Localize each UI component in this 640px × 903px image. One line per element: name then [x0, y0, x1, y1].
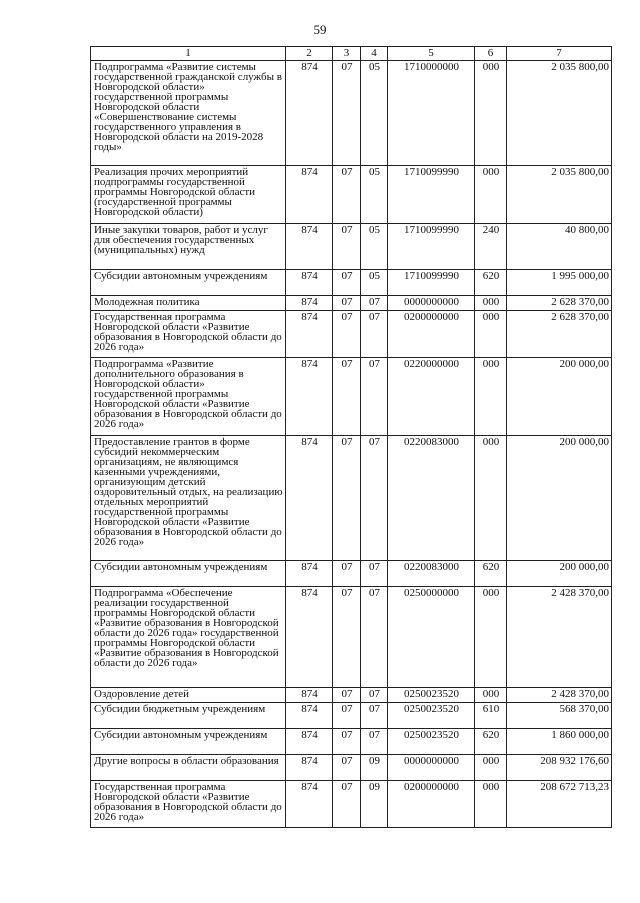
row-name: Другие вопросы в области образования [91, 755, 286, 781]
row-amount: 2 428 370,00 [507, 688, 612, 703]
row-code-gr: 874 [286, 166, 333, 224]
table-row [91, 587, 612, 688]
row-code-pr: 07 [361, 729, 388, 755]
row-name: Государственная программа Новгородской области «Развитие образования в Новгородской области до 2026 года» [91, 781, 286, 828]
row-code-gr: 874 [286, 436, 333, 561]
row-code-csr: 1710000000 [388, 61, 475, 166]
row-code-pr: 05 [361, 224, 388, 270]
table-row [91, 781, 612, 828]
row-code-csr: 0200000000 [388, 781, 475, 828]
row-code-vr: 000 [475, 781, 507, 828]
row-code-pr: 09 [361, 755, 388, 781]
row-code-pr: 07 [361, 436, 388, 561]
row-code-csr: 0220083000 [388, 436, 475, 561]
row-code-rz: 07 [333, 688, 361, 703]
row-name: Субсидии автономным учреждениям [91, 729, 286, 755]
row-code-gr: 874 [286, 703, 333, 729]
row-amount: 208 932 176,60 [507, 755, 612, 781]
budget-table [90, 46, 612, 828]
row-code-vr: 240 [475, 224, 507, 270]
row-code-csr: 0220083000 [388, 561, 475, 587]
row-code-rz: 07 [333, 781, 361, 828]
row-code-csr: 0250023520 [388, 729, 475, 755]
table-row [91, 688, 612, 703]
row-code-csr: 0220000000 [388, 358, 475, 436]
row-code-vr: 000 [475, 358, 507, 436]
row-code-vr: 000 [475, 296, 507, 311]
row-code-gr: 874 [286, 358, 333, 436]
row-name: Субсидии автономным учреждениям [91, 561, 286, 587]
row-code-gr: 874 [286, 781, 333, 828]
row-code-gr: 874 [286, 561, 333, 587]
row-amount: 208 672 713,23 [507, 781, 612, 828]
row-code-rz: 07 [333, 224, 361, 270]
row-code-pr: 07 [361, 358, 388, 436]
row-code-pr: 07 [361, 703, 388, 729]
row-name: Реализация прочих мероприятий подпрограммы государственной программы Новгородской области (государственной программы Новгородской области) [91, 166, 286, 224]
row-code-csr: 0200000000 [388, 311, 475, 358]
row-code-vr: 620 [475, 270, 507, 296]
row-code-csr: 0250023520 [388, 703, 475, 729]
row-code-csr: 1710099990 [388, 270, 475, 296]
row-amount: 1 995 000,00 [507, 270, 612, 296]
page-number: 59 [313, 22, 327, 37]
row-code-gr: 874 [286, 224, 333, 270]
row-code-vr: 000 [475, 61, 507, 166]
row-amount: 2 035 800,00 [507, 166, 612, 224]
row-code-rz: 07 [333, 296, 361, 311]
column-header: 2 [286, 47, 333, 61]
column-header: 3 [333, 47, 361, 61]
row-amount: 1 860 000,00 [507, 729, 612, 755]
row-name: Субсидии бюджетным учреждениям [91, 703, 286, 729]
row-code-rz: 07 [333, 561, 361, 587]
row-code-vr: 610 [475, 703, 507, 729]
row-code-rz: 07 [333, 587, 361, 688]
row-name: Субсидии автономным учреждениям [91, 270, 286, 296]
row-code-gr: 874 [286, 755, 333, 781]
row-code-rz: 07 [333, 358, 361, 436]
column-header: 7 [507, 47, 612, 61]
table-row [91, 166, 612, 224]
row-code-gr: 874 [286, 688, 333, 703]
row-amount: 200 000,00 [507, 358, 612, 436]
row-code-pr: 07 [361, 561, 388, 587]
table-row [91, 270, 612, 296]
row-code-csr: 0000000000 [388, 755, 475, 781]
row-code-gr: 874 [286, 587, 333, 688]
row-name: Подпрограмма «Обеспечение реализации государственной программы Новгородской области «Развитие образования в Новгородской области до 2026 года» государственной программы Новгородской области «Развитие образования в Новгородской области до 2026 года» [91, 587, 286, 688]
row-name: Оздоровление детей [91, 688, 286, 703]
table-row [91, 61, 612, 166]
row-name: Подпрограмма «Развитие дополнительного образования в Новгородской области» государственной программы Новгородской области «Развитие образования в Новгородской области до 2026 года» [91, 358, 286, 436]
column-header: 6 [475, 47, 507, 61]
row-code-csr: 0000000000 [388, 296, 475, 311]
table-header-row [91, 47, 612, 61]
table-row [91, 703, 612, 729]
row-amount: 2 628 370,00 [507, 296, 612, 311]
row-amount: 568 370,00 [507, 703, 612, 729]
row-code-vr: 000 [475, 436, 507, 561]
row-code-vr: 000 [475, 688, 507, 703]
row-amount: 2 628 370,00 [507, 311, 612, 358]
row-amount: 200 000,00 [507, 561, 612, 587]
row-amount: 2 428 370,00 [507, 587, 612, 688]
row-code-rz: 07 [333, 61, 361, 166]
row-code-pr: 07 [361, 311, 388, 358]
row-name: Государственная программа Новгородской области «Развитие образования в Новгородской области до 2026 года» [91, 311, 286, 358]
row-code-pr: 09 [361, 781, 388, 828]
row-code-pr: 07 [361, 296, 388, 311]
row-code-vr: 620 [475, 561, 507, 587]
row-code-rz: 07 [333, 311, 361, 358]
row-name: Подпрограмма «Развитие системы государственной гражданской службы в Новгородской области» государственной программы Новгородской области «Совершенствование системы государственного управления в Новгородской области на 2019-2028 годы» [91, 61, 286, 166]
row-code-rz: 07 [333, 270, 361, 296]
row-code-vr: 000 [475, 755, 507, 781]
row-code-gr: 874 [286, 61, 333, 166]
table-row [91, 296, 612, 311]
row-code-vr: 000 [475, 166, 507, 224]
row-amount: 2 035 800,00 [507, 61, 612, 166]
row-code-gr: 874 [286, 296, 333, 311]
row-code-rz: 07 [333, 166, 361, 224]
table-row [91, 311, 612, 358]
row-name: Предоставление грантов в форме субсидий некоммерческим организациям, не являющимся казенными учреждениями, организующим детский оздоровительный отдых, на реализацию отдельных мероприятий государственной программы Новгородской области «Развитие образования в Новгородской области до 2026 года» [91, 436, 286, 561]
row-code-vr: 000 [475, 311, 507, 358]
table-row [91, 358, 612, 436]
row-code-csr: 1710099990 [388, 224, 475, 270]
row-code-rz: 07 [333, 729, 361, 755]
row-name: Иные закупки товаров, работ и услуг для обеспечения государственных (муниципальных) нужд [91, 224, 286, 270]
row-code-rz: 07 [333, 436, 361, 561]
column-header: 1 [91, 47, 286, 61]
column-header: 4 [361, 47, 388, 61]
row-code-pr: 05 [361, 166, 388, 224]
table-row [91, 224, 612, 270]
table-row [91, 755, 612, 781]
row-code-pr: 07 [361, 587, 388, 688]
row-code-gr: 874 [286, 311, 333, 358]
row-code-pr: 05 [361, 270, 388, 296]
row-name: Молодежная политика [91, 296, 286, 311]
row-code-pr: 07 [361, 688, 388, 703]
row-code-csr: 0250023520 [388, 688, 475, 703]
row-code-csr: 1710099990 [388, 166, 475, 224]
table-row [91, 561, 612, 587]
row-code-csr: 0250000000 [388, 587, 475, 688]
row-code-vr: 000 [475, 587, 507, 688]
row-amount: 200 000,00 [507, 436, 612, 561]
row-code-rz: 07 [333, 703, 361, 729]
row-code-gr: 874 [286, 729, 333, 755]
row-code-pr: 05 [361, 61, 388, 166]
column-header: 5 [388, 47, 475, 61]
row-code-rz: 07 [333, 755, 361, 781]
table-row [91, 436, 612, 561]
row-code-vr: 620 [475, 729, 507, 755]
row-amount: 40 800,00 [507, 224, 612, 270]
row-code-gr: 874 [286, 270, 333, 296]
table-row [91, 729, 612, 755]
